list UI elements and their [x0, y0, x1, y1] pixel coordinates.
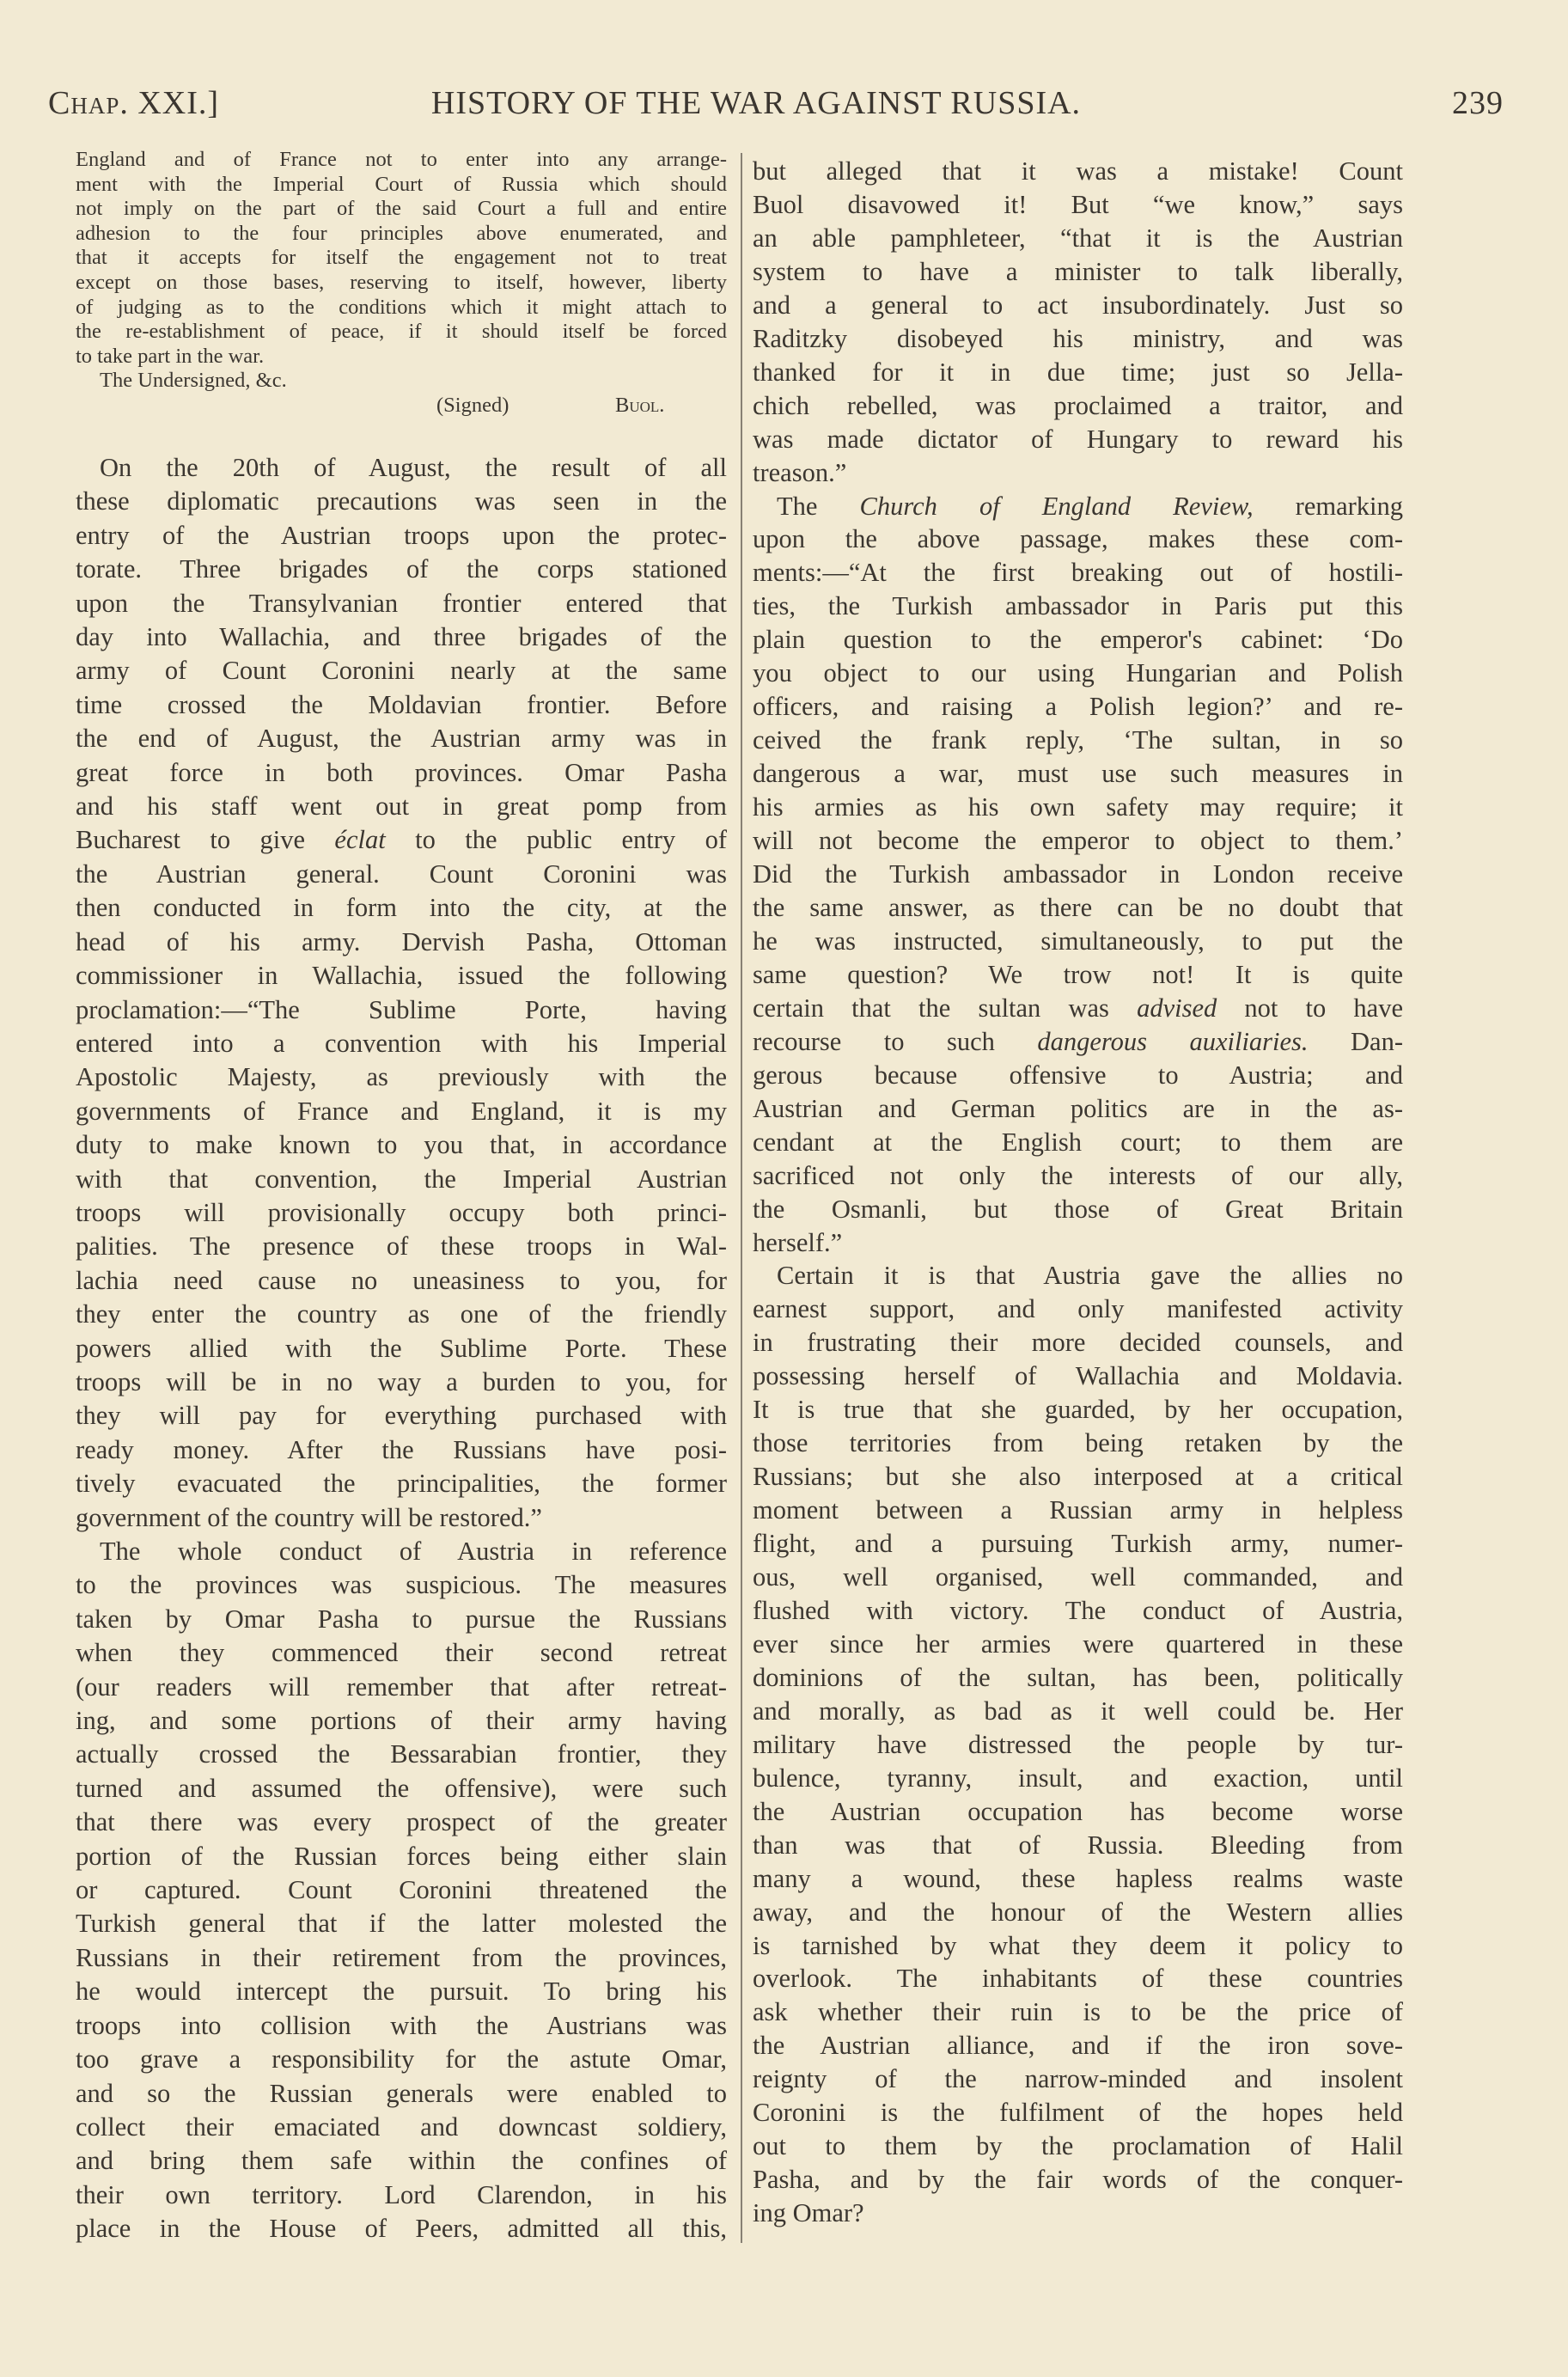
text-line — [76, 1603, 727, 1636]
text-line — [753, 657, 1403, 690]
quoted-document-extract — [76, 148, 727, 421]
text-segment: they will pay for everything purchased with — [76, 1401, 727, 1431]
text-segment: out to them by the proclamation of Halil — [753, 2131, 1403, 2161]
text-segment: of judging as to the conditions which it might attach to — [76, 295, 727, 319]
text-segment: It is true that she guarded, by her occupation, — [753, 1395, 1403, 1425]
text-segment: then conducted in form into the city, at the — [76, 893, 727, 923]
text-line — [76, 519, 727, 553]
text-segment: and so the Russian generals were enabled to — [76, 2078, 727, 2108]
text-segment: collect their emaciated and downcast soldiery, — [76, 2111, 727, 2142]
text-line — [76, 1366, 727, 1399]
text-line — [753, 1728, 1403, 1762]
text-segment: is tarnished by what they deem it policy to — [753, 1930, 1403, 1960]
text-segment: to take part in the war. — [76, 344, 265, 368]
text-line — [76, 1568, 727, 1602]
text-segment: adhesion to the four principles above enumerated, and — [76, 221, 727, 245]
running-title: HISTORY OF THE WAR AGAINST RUSSIA. — [430, 85, 1082, 121]
text-segment: duty to make known to you that, in accordance — [76, 1130, 727, 1160]
text-segment: England and of France not to enter into any arrange- — [76, 148, 727, 171]
text-segment: that there was every prospect of the greater — [76, 1807, 727, 1837]
text-line — [76, 1636, 727, 1670]
text-segment: except on those bases, reserving to itself, however, liberty — [76, 270, 727, 294]
text-line — [76, 1399, 727, 1433]
text-line — [753, 992, 1403, 1025]
text-line — [76, 688, 727, 722]
text-segment: but alleged that it was a mistake! Count — [753, 156, 1403, 186]
text-line — [753, 1427, 1403, 1460]
text-segment: Pasha, and by the fair words of the conquer- — [753, 2165, 1403, 2195]
text-segment: earnest support, and only manifested activity — [753, 1294, 1403, 1324]
text-line — [76, 790, 727, 823]
text-line — [76, 1433, 727, 1467]
text-line — [753, 1025, 1403, 1059]
text-line — [76, 2009, 727, 2043]
text-line — [76, 993, 727, 1027]
text-segment: ask whether their ruin is to be the price of — [753, 1997, 1403, 2027]
text-line — [753, 188, 1403, 222]
text-segment: those territories from being retaken by the — [753, 1428, 1403, 1458]
text-segment: their own territory. Lord Clarendon, in his — [76, 2179, 727, 2209]
text-segment: The — [777, 491, 860, 521]
text-line — [76, 1671, 727, 1704]
text-line — [76, 1332, 727, 1366]
text-line — [76, 1163, 727, 1196]
page-number: 239 — [1452, 85, 1504, 121]
text-segment: when they commenced their second retreat — [76, 1638, 727, 1668]
text-line — [753, 724, 1403, 757]
italic-text: dangerous auxiliaries. — [1037, 1026, 1309, 1056]
text-line — [753, 1896, 1403, 1929]
text-line — [76, 1738, 727, 1771]
text-line — [753, 222, 1403, 255]
text-segment: ties, the Turkish ambassador in Paris put this — [753, 591, 1403, 621]
text-segment: he would intercept the pursuit. To bring his — [76, 1977, 727, 2007]
text-segment: not to have — [1217, 993, 1403, 1023]
text-segment: and bring them safe within the confines of — [76, 2146, 727, 2176]
text-segment: On the 20th of August, the result of all — [100, 453, 727, 482]
text-segment: reignty of the narrow-minded and insolent — [753, 2064, 1403, 2094]
text-segment: troops into collision with the Austrians was — [76, 2010, 727, 2040]
text-line — [753, 623, 1403, 657]
text-line — [753, 255, 1403, 289]
text-line — [753, 1962, 1403, 1995]
text-line — [76, 1806, 727, 1839]
text-segment: an able pamphleteer, “that it is the Austrian — [753, 223, 1403, 253]
text-segment: The Undersigned, &c. — [100, 369, 287, 393]
text-segment: actually crossed the Bessarabian frontier, they — [76, 1739, 727, 1769]
text-line — [753, 289, 1403, 322]
text-segment: ceived the frank reply, ‘The sultan, in so — [753, 725, 1403, 755]
text-line — [76, 891, 727, 925]
text-line — [753, 2029, 1403, 2062]
text-segment: The whole conduct of Austria in reference — [100, 1537, 727, 1566]
text-line — [753, 490, 1403, 523]
text-line — [76, 485, 727, 518]
text-segment: ever since her armies were quartered in these — [753, 1628, 1403, 1659]
text-segment: plain question to the emperor's cabinet: ‘Do — [753, 625, 1403, 655]
text-segment: same question? We trow not! It is quite — [753, 959, 1403, 989]
text-segment: governments of France and England, it is my — [76, 1096, 727, 1126]
right-column-text — [753, 155, 1403, 2230]
text-segment: day into Wallachia, and three brigades of the — [76, 622, 727, 652]
text-line — [76, 173, 727, 198]
text-line — [76, 1128, 727, 1162]
text-segment: Turkish general that if the latter molested the — [76, 1909, 727, 1939]
text-line — [753, 590, 1403, 623]
text-segment: ment with the Imperial Court of Russia which should — [76, 172, 727, 196]
text-segment: Certain it is that Austria gave the allies no — [777, 1261, 1403, 1291]
text-line — [753, 1795, 1403, 1829]
text-segment: they enter the country as one of the friendly — [76, 1299, 727, 1329]
text-segment: in frustrating their more decided counsels, and — [753, 1328, 1403, 1358]
text-line — [76, 587, 727, 620]
text-line — [76, 345, 727, 370]
text-line — [753, 356, 1403, 389]
text-segment: entry of the Austrian troops upon the protec- — [76, 520, 727, 550]
text-segment: flight, and a pursuing Turkish army, numer- — [753, 1529, 1403, 1559]
text-line — [753, 556, 1403, 590]
text-line — [753, 1561, 1403, 1594]
text-line — [76, 1840, 727, 1873]
text-line — [753, 1059, 1403, 1092]
left-column-text — [76, 451, 727, 2246]
text-line — [753, 1695, 1403, 1728]
text-line — [753, 1628, 1403, 1661]
signed-label: (Signed) — [436, 393, 509, 417]
chapter-label: Chap. XXI.] — [48, 85, 220, 121]
text-segment: ing, and some portions of their army having — [76, 1706, 727, 1736]
text-segment: palities. The presence of these troops in Wal- — [76, 1231, 727, 1262]
text-line — [753, 1259, 1403, 1292]
text-segment: to the provinces was suspicious. The measures — [76, 1570, 727, 1600]
text-line — [76, 722, 727, 755]
text-line — [753, 824, 1403, 858]
text-line — [753, 522, 1403, 556]
text-segment: you object to our using Hungarian and Polish — [753, 658, 1403, 688]
text-line — [76, 1873, 727, 1907]
text-segment: Austrian and German politics are in the as- — [753, 1093, 1403, 1123]
text-line — [753, 155, 1403, 188]
text-segment: chich rebelled, was proclaimed a traitor, and — [753, 390, 1403, 420]
text-line — [76, 197, 727, 222]
text-segment: will not become the emperor to object to them.’ — [753, 826, 1403, 856]
text-segment: bulence, tyranny, insult, and exaction, until — [753, 1763, 1403, 1793]
text-line — [753, 1126, 1403, 1159]
text-segment: many a wound, these hapless realms waste — [753, 1863, 1403, 1893]
text-segment: the re-establishment of peace, if it should itself be forced — [76, 320, 727, 344]
text-segment: lachia need cause no uneasiness to you, for — [76, 1265, 727, 1295]
text-line — [753, 958, 1403, 992]
text-segment: officers, and raising a Polish legion?’ and re- — [753, 692, 1403, 722]
text-segment: (our readers will remember that after retreat- — [76, 1671, 727, 1702]
text-segment: gerous because offensive to Austria; and — [753, 1060, 1403, 1090]
text-line — [753, 1527, 1403, 1561]
text-line — [753, 1494, 1403, 1527]
text-line — [76, 1298, 727, 1331]
text-segment: government of the country will be restored.” — [76, 1502, 542, 1532]
text-line — [753, 1193, 1403, 1226]
text-segment: than was that of Russia. Bleeding from — [753, 1830, 1403, 1860]
text-line — [76, 1027, 727, 1060]
text-segment: commissioner in Wallachia, issued the following — [76, 961, 727, 991]
text-line — [753, 456, 1403, 490]
text-line — [753, 1326, 1403, 1360]
text-line — [753, 1762, 1403, 1795]
text-segment: treason.” — [753, 457, 847, 487]
text-segment: ous, well organised, well commanded, and — [753, 1562, 1403, 1592]
column-divider — [741, 153, 742, 2243]
text-line — [753, 2197, 1403, 2230]
italic-text: advised — [1137, 993, 1217, 1023]
text-segment: moment between a Russian army in helpless — [753, 1495, 1403, 1525]
italic-text: éclat — [334, 825, 386, 855]
text-segment: these diplomatic precautions was seen in the — [76, 486, 727, 516]
text-segment: the same answer, as there can be no doubt that — [753, 892, 1403, 922]
text-line — [76, 1060, 727, 1094]
signature-line — [76, 394, 727, 421]
text-segment: time crossed the Moldavian frontier. Before — [76, 689, 727, 719]
text-line — [76, 959, 727, 993]
text-segment: overlook. The inhabitants of these countries — [753, 1964, 1403, 1994]
text-line — [76, 1704, 727, 1738]
text-segment: his armies as his own safety may require; it — [753, 792, 1403, 822]
text-line — [76, 1535, 727, 1568]
text-line — [76, 2178, 727, 2212]
text-segment: ready money. After the Russians have posi- — [76, 1434, 727, 1464]
text-segment: sacrificed not only the interests of our ally, — [753, 1160, 1403, 1190]
text-segment: Russians; but she also interposed at a critical — [753, 1462, 1403, 1492]
text-segment: dangerous a war, must use such measures in — [753, 759, 1403, 789]
text-segment: torate. Three brigades of the corps stationed — [76, 554, 727, 584]
text-segment: ments:—“At the first breaking out of hostili- — [753, 558, 1403, 588]
text-segment: ing Omar? — [753, 2198, 864, 2228]
text-segment: army of Count Coronini nearly at the same — [76, 656, 727, 686]
text-segment: cendant at the English court; to them are — [753, 1127, 1403, 1157]
text-segment: he was instructed, simultaneously, to put the — [753, 926, 1403, 956]
text-line — [76, 1095, 727, 1128]
text-segment: that it accepts for itself the engagement not to treat — [76, 246, 727, 270]
text-segment: herself.” — [753, 1227, 843, 1257]
text-segment: recourse to such — [753, 1026, 1038, 1056]
text-segment: turned and assumed the offensive), were such — [76, 1773, 727, 1803]
text-segment: Did the Turkish ambassador in London receive — [753, 859, 1403, 889]
text-line — [76, 1772, 727, 1806]
text-segment: Coronini is the fulfilment of the hopes held — [753, 2098, 1403, 2128]
text-segment: upon the Transylvanian frontier entered that — [76, 588, 727, 618]
text-line — [76, 1975, 727, 2008]
text-segment: tively evacuated the principalities, the former — [76, 1469, 727, 1499]
text-line — [76, 2043, 727, 2076]
text-line — [753, 2130, 1403, 2163]
text-line — [76, 222, 727, 247]
text-segment: Bucharest to give — [76, 825, 335, 855]
text-line — [76, 620, 727, 654]
text-line — [76, 823, 727, 857]
text-line — [753, 2062, 1403, 2096]
text-line — [753, 389, 1403, 423]
text-segment: the Osmanli, but those of Great Britain — [753, 1194, 1403, 1224]
text-line — [76, 2077, 727, 2111]
text-segment: the Austrian general. Count Coronini was — [76, 859, 727, 889]
italic-text: Church of England Review, — [859, 491, 1254, 521]
text-segment: and a general to act insubordinately. Just so — [753, 290, 1403, 320]
text-segment: system to have a minister to talk liberally, — [753, 256, 1403, 286]
text-segment: Raditzky disobeyed his ministry, and was — [753, 323, 1403, 353]
text-segment: troops will provisionally occupy both princi- — [76, 1197, 727, 1227]
text-line — [753, 791, 1403, 824]
text-line — [753, 1226, 1403, 1260]
text-segment: military have distressed the people by tur- — [753, 1729, 1403, 1759]
text-line — [753, 1594, 1403, 1628]
text-line — [76, 148, 727, 173]
text-segment: the Austrian occupation has become worse — [753, 1796, 1403, 1826]
signatory-name: Buol. — [615, 393, 665, 417]
text-segment: Apostolic Majesty, as previously with the — [76, 1062, 727, 1092]
text-line — [76, 1264, 727, 1298]
text-line — [753, 925, 1403, 958]
text-line — [753, 1092, 1403, 1126]
text-line — [753, 1661, 1403, 1695]
text-segment: Dan- — [1308, 1026, 1403, 1056]
text-segment: the end of August, the Austrian army was in — [76, 724, 727, 754]
text-segment: powers allied with the Sublime Porte. These — [76, 1333, 727, 1363]
text-segment: dominions of the sultan, has been, politically — [753, 1662, 1403, 1692]
text-line — [76, 858, 727, 891]
text-line — [753, 1862, 1403, 1896]
text-line — [753, 757, 1403, 791]
text-segment: thanked for it in due time; just so Jella- — [753, 357, 1403, 387]
text-line — [76, 2144, 727, 2178]
text-line — [753, 423, 1403, 456]
text-segment: the Austrian alliance, and if the iron sove- — [753, 2031, 1403, 2061]
text-line — [753, 1159, 1403, 1193]
text-segment: and his staff went out in great pomp from — [76, 791, 727, 822]
text-line — [753, 690, 1403, 724]
text-segment: remarking — [1253, 491, 1403, 521]
text-line — [76, 271, 727, 296]
text-line — [76, 654, 727, 687]
text-line — [753, 1829, 1403, 1862]
text-segment: Buol disavowed it! But “we know,” says — [753, 189, 1403, 219]
text-line — [76, 1467, 727, 1500]
text-segment: with that convention, the Imperial Austrian — [76, 1164, 727, 1194]
text-line — [76, 1501, 727, 1535]
text-segment: was made dictator of Hungary to reward his — [753, 424, 1403, 454]
text-segment: portion of the Russian forces being either slain — [76, 1841, 727, 1871]
text-line — [753, 1393, 1403, 1427]
text-line — [76, 926, 727, 959]
text-segment: flushed with victory. The conduct of Austria, — [753, 1595, 1403, 1625]
text-line — [76, 320, 727, 345]
text-segment: head of his army. Dervish Pasha, Ottoman — [76, 926, 727, 956]
text-line — [753, 1360, 1403, 1393]
text-line — [76, 756, 727, 790]
text-line — [753, 858, 1403, 891]
text-line — [753, 1929, 1403, 1963]
text-segment: not imply on the part of the said Court a full and entire — [76, 197, 727, 221]
text-line — [76, 2212, 727, 2246]
text-segment: place in the House of Peers, admitted all this, — [76, 2214, 727, 2244]
text-line — [76, 296, 727, 321]
text-line — [76, 369, 727, 394]
text-line — [76, 1196, 727, 1230]
text-line — [753, 891, 1403, 925]
text-segment: too grave a responsibility for the astute Omar, — [76, 2044, 727, 2075]
text-line — [76, 451, 727, 485]
text-segment: to the public entry of — [385, 825, 727, 855]
text-line — [76, 1941, 727, 1975]
text-line — [76, 553, 727, 586]
text-segment: certain that the sultan was — [753, 993, 1138, 1023]
text-line — [753, 2163, 1403, 2197]
text-segment: proclamation:—“The Sublime Porte, having — [76, 994, 727, 1024]
text-segment: entered into a convention with his Imperial — [76, 1028, 727, 1058]
text-segment: troops will be in no way a burden to you, for — [76, 1366, 727, 1396]
text-line — [76, 246, 727, 271]
text-line — [753, 322, 1403, 356]
text-segment: and morally, as bad as it well could be. Her — [753, 1696, 1403, 1726]
text-segment: upon the above passage, makes these com- — [753, 524, 1403, 554]
text-line — [76, 2111, 727, 2144]
text-segment: or captured. Count Coronini threatened the — [76, 1875, 727, 1905]
text-line — [76, 1230, 727, 1263]
text-line — [753, 1292, 1403, 1326]
text-segment: away, and the honour of the Western allies — [753, 1897, 1403, 1927]
text-line — [753, 1995, 1403, 2029]
text-line — [753, 2096, 1403, 2130]
text-line — [753, 1460, 1403, 1494]
text-segment: Russians in their retirement from the provinces, — [76, 1942, 727, 1972]
text-segment: possessing herself of Wallachia and Moldavia. — [753, 1361, 1403, 1391]
text-segment: taken by Omar Pasha to pursue the Russians — [76, 1604, 727, 1634]
text-line — [76, 1907, 727, 1940]
text-segment: great force in both provinces. Omar Pasha — [76, 757, 727, 787]
